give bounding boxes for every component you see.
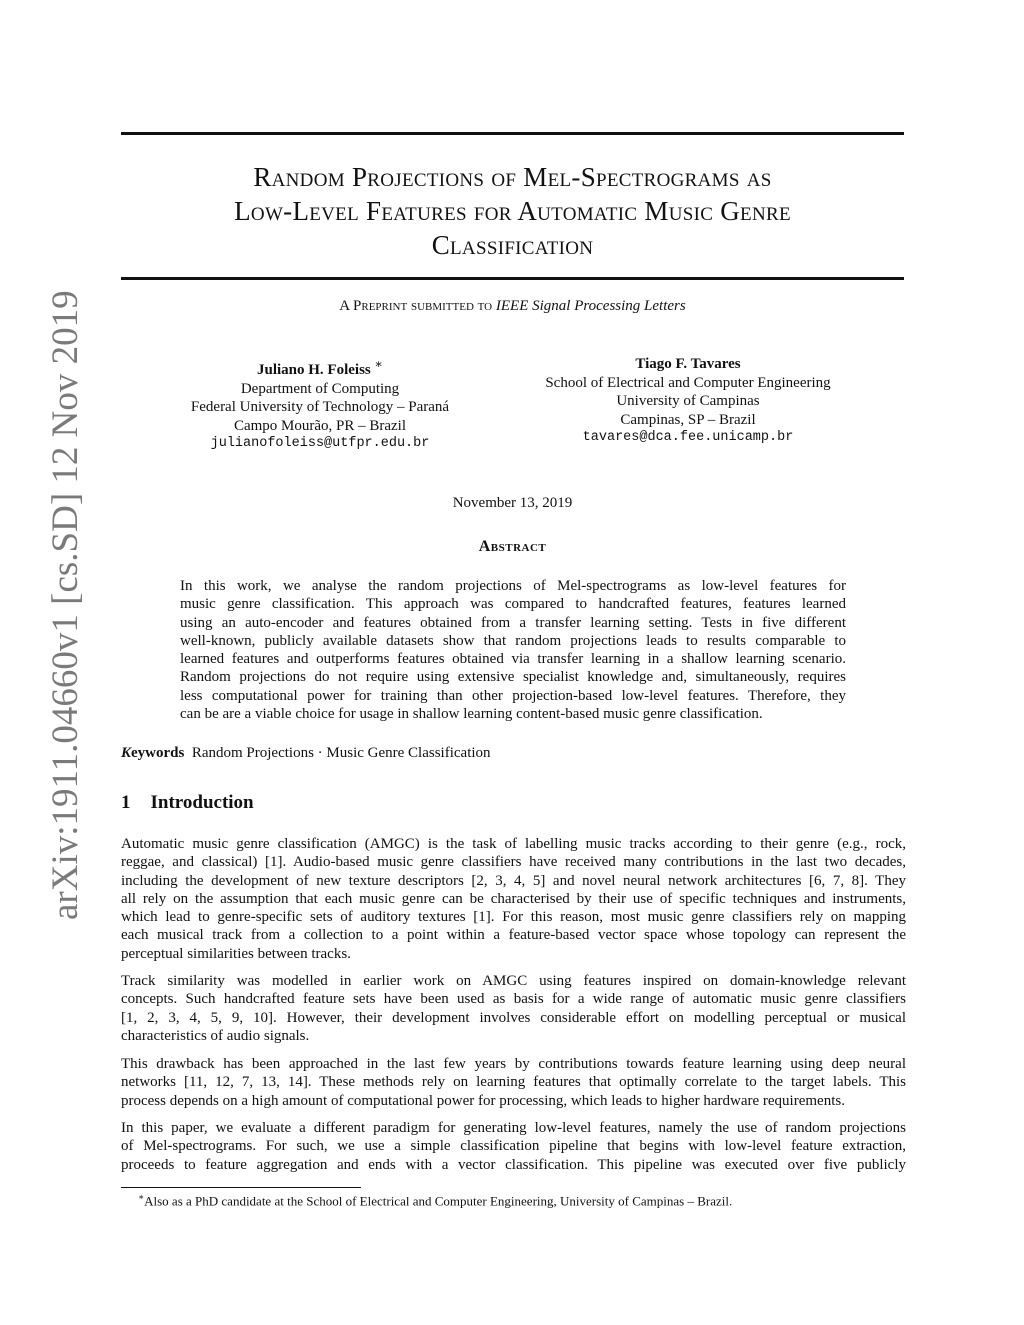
abstract-line: Random projections do not require using extensive specialist knowledge and, simultaneously, requires: [180, 669, 846, 686]
footnote-rule: [121, 1187, 361, 1188]
author-affiliation: Campo Mourão, PR – Brazil: [233, 417, 407, 434]
author-footnote-mark: ∗: [374, 357, 384, 371]
abstract-line: music genre classification. This approach was compared to handcrafted features, features learned: [180, 596, 846, 613]
author-name: Juliano H. Foleiss: [256, 362, 371, 378]
paragraph-line: concepts. Such handcrafted feature sets have been used as basis for a wide range of automatic music genre classifiers: [121, 991, 906, 1008]
author-block: [150, 355, 490, 454]
paragraph-line: perceptual similarities between tracks.: [121, 945, 351, 962]
paragraph-line: all rely on the assumption that each music genre can be characterised by their use of specific techniques and instruments,: [121, 890, 906, 907]
section-title: Introduction: [150, 792, 254, 813]
paragraph-line: Automatic music genre classification (AMGC) is the task of labelling music tracks according to their genre (e.g., rock,: [121, 836, 906, 852]
paragraph-line: process depends on a high amount of computational power for processing, which leads to higher hardware requirements.: [121, 1092, 845, 1109]
title-line: Low-Level Features for Automatic Music Genre: [234, 196, 791, 226]
footnote-mark: ∗: [138, 1192, 145, 1202]
author-affiliation: School of Electrical and Computer Engineering: [545, 374, 831, 391]
paper-title: [121, 160, 904, 262]
abstract-line: using an auto-encoder and features obtained from a transfer learning setting. Tests in five different: [180, 614, 846, 631]
author-affiliation: University of Campinas: [616, 393, 760, 410]
preprint-venue: IEEE Signal Processing Letters: [495, 298, 686, 314]
keywords-label-initial: K: [121, 745, 132, 761]
footnote: [138, 1192, 732, 1209]
paragraph-line: including the development of new texture descriptors [2, 3, 4, 5] and novel neural network architectures [6, 7, 8]. They: [121, 872, 906, 889]
paragraph-line: of Mel-spectrograms. For such, we use a simple classification pipeline that begins with low-level feature extraction,: [121, 1138, 906, 1155]
title-line: Classification: [431, 230, 594, 260]
paragraph-line: which lead to genre-specific sets of auditory textures [1]. For this reason, most music genre classifiers rely on mapping: [121, 909, 906, 926]
title-rule-top: [121, 132, 904, 135]
author-block: [518, 355, 858, 448]
keywords-text: Random Projections · Music Genre Classification: [191, 745, 491, 761]
paragraph: [121, 1055, 906, 1110]
title-line: Random Projections of Mel-Spectrograms as: [253, 162, 772, 192]
paragraph-line: each musical track from a collection to a point within a feature-based vector space whose topology can represent the: [121, 927, 906, 944]
paper-date: November 13, 2019: [452, 495, 573, 511]
paragraph-line: networks [11, 12, 7, 13, 14]. These methods rely on learning features that optimally correlate to the target labels. This: [121, 1074, 906, 1091]
title-rule-bottom: [121, 277, 904, 280]
arxiv-stamp: arXiv:1911.04660v1 [cs.SD] 12 Nov 2019: [45, 290, 86, 920]
abstract-body: [180, 577, 846, 723]
paragraph-line: reggae, and classical) [1]. Audio-based music genre classifiers have received many contributions in the last two decades,: [121, 854, 906, 871]
keywords: [121, 745, 491, 762]
paragraph-line: Track similarity was modelled in earlier work on AMGC using features inspired on domain-knowledge relevant: [121, 973, 906, 989]
paragraph-line: characteristics of audio signals.: [121, 1027, 310, 1044]
abstract-line: In this work, we analyse the random projections of Mel-spectrograms as low-level features for: [180, 578, 846, 594]
author-affiliation: Federal University of Technology – Paraná: [190, 399, 450, 416]
paragraph: [121, 835, 906, 963]
author-name: Tiago F. Tavares: [635, 356, 741, 372]
paragraph: [121, 972, 906, 1045]
abstract-line: learned features and outperforms features obtained via transfer learning in a shallow learning scenario.: [180, 651, 846, 668]
preprint-label: A Preprint submitted to: [339, 298, 493, 314]
author-affiliation: Department of Computing: [240, 380, 400, 397]
paragraph-line: In this paper, we evaluate a different paradigm for generating low-level features, namely the use of random projections: [121, 1120, 906, 1136]
paragraph-line: proceeds to feature aggregation and ends with a vector classification. This pipeline was executed over five publicly: [121, 1156, 906, 1173]
abstract-heading: Abstract: [478, 538, 547, 555]
section-number: 1: [121, 792, 131, 813]
abstract-line: well-known, publicly available datasets show that random projections leads to results comparable to: [180, 632, 846, 649]
abstract-line: less computational power for training than other projection-based low-level features. Therefore, they: [180, 687, 846, 704]
author-email[interactable]: julianofoleiss@utfpr.edu.br: [210, 436, 430, 452]
paragraph-line: [1, 2, 3, 4, 5, 9, 10]. However, their development involves considerable effort on modelling perceptual or musical: [121, 1009, 906, 1026]
paragraph: [121, 1119, 906, 1174]
preprint-note: [121, 298, 904, 315]
paragraph-line: This drawback has been approached in the last few years by contributions towards feature learning using deep neural: [121, 1056, 906, 1072]
author-email[interactable]: tavares@dca.fee.unicamp.br: [582, 430, 794, 446]
author-affiliation: Campinas, SP – Brazil: [620, 411, 756, 428]
abstract-line: can be are a viable choice for usage in shallow learning content-based music genre classification.: [180, 706, 763, 723]
keywords-label: eywords: [131, 745, 185, 761]
section-heading: [121, 792, 254, 814]
footnote-text: Also as a PhD candidate at the School of Electrical and Computer Engineering, University of Campinas – Brazil.: [144, 1193, 733, 1209]
